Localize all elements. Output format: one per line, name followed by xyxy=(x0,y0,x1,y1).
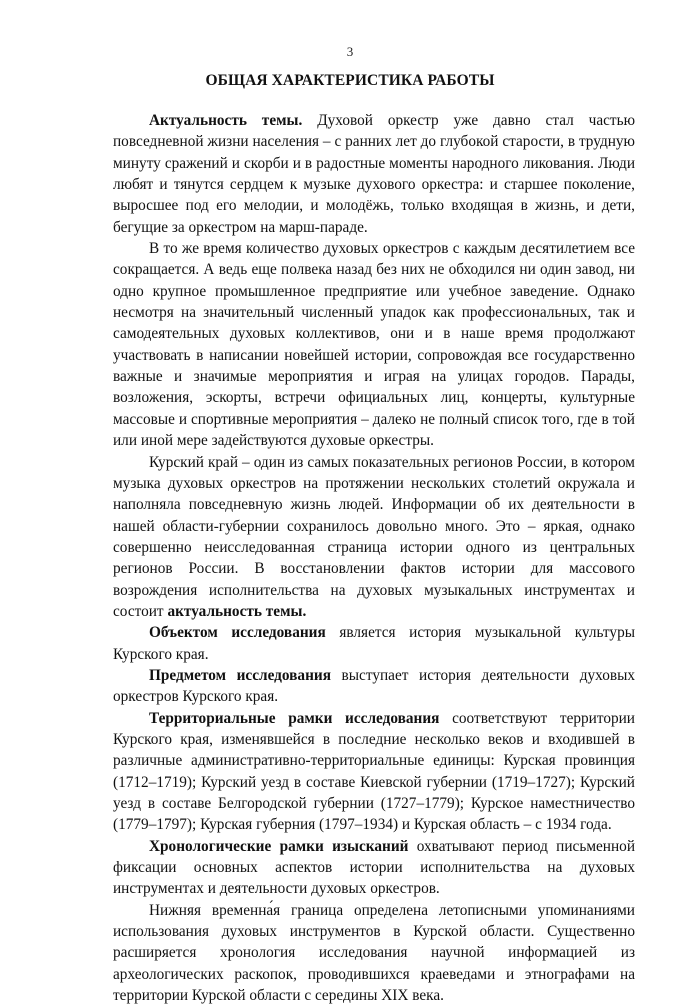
paragraph-lead: Актуальность темы. xyxy=(149,112,303,129)
paragraph-subject xyxy=(113,665,635,708)
paragraph-lead: Хронологические рамки изысканий xyxy=(149,837,409,855)
paragraph-decline xyxy=(113,238,635,451)
paragraph-text: охватывают период письменной фиксации основных аспектов истории исполнительства на духовых инструментах и деятельности духовых оркестров. xyxy=(113,837,635,898)
paragraph-lead: Объектом исследования xyxy=(149,624,326,642)
page-number: 3 xyxy=(346,44,354,59)
paragraph-lower-boundary xyxy=(113,900,635,1006)
section-title: ОБЩАЯ ХАРАКТЕРИСТИКА РАБОТЫ xyxy=(205,72,495,89)
paragraph-text: Нижняя временна́я граница определена летописными упоминаниями использования духовых инструментов в Курской области. Существенно расширяется хронология исследования научной информацией из археологических раскопок, проводившихся краеведами и этнографами на территории Курской области с середины XIX века. xyxy=(113,901,635,1005)
paragraph-lead: Предметом исследования xyxy=(149,666,331,684)
paragraph-text: В то же время количество духовых оркестров с каждым десятилетием все сокращается. А ведь еще полвека назад без них не обходился ни один завод, ни одно крупное промышленное предприятие или учебное заведение. Однако несмотря на значительный численный упадок как профессиональных, так и самодеятельных духовых коллективов, они и в наше время продолжают участвовать в написании новейшей истории, сопровождая все государственно важные и значимые мероприятия и играя на улицах городов. Парады, возложения, эскорты, встречи официальных лиц, концерты, культурные массовые и спортивные мероприятия – далеко не полный список того, где в той или иной мере задействуются духовые оркестры. xyxy=(113,240,635,450)
document-body xyxy=(113,110,635,1006)
paragraph-text: выступает история деятельности духовых оркестров Курского края. xyxy=(113,666,635,706)
paragraph-text: соответствуют территории Курского края, изменявшейся в последние несколько веков и входившей в различные административно-территориальные единицы: Курская провинция (1712–1719); Курский уезд в составе Киевской губернии (1719–1727); Курский уезд в составе Белгородской губернии (1727–1779); Курское наместничество (1779–1797); Курская губерния (1797–1934) и Курская область – с 1934 года. xyxy=(113,709,635,834)
paragraph-chronological-scope xyxy=(113,836,635,900)
paragraph-territorial-scope xyxy=(113,708,635,836)
paragraph-text: Духовой оркестр уже давно стал частью повседневной жизни населения – с ранних лет до глубокой старости, в трудную минуту сражений и скорби и в радостные моменты народного ликования. Люди любят и тянутся сердцем к музыке духового оркестра: и старшее поколение, выросшее под его мелодии, и молодёжь, только входящая в жизнь, и дети, бегущие за оркестром на марш-параде. xyxy=(113,112,635,236)
paragraph-relevance xyxy=(113,110,635,238)
paragraph-bold-tail: актуальность темы. xyxy=(167,602,307,620)
paragraph-object xyxy=(113,622,635,665)
paragraph-kursk-region xyxy=(113,452,635,623)
paragraph-lead: Территориальные рамки исследования xyxy=(149,709,440,727)
paragraph-text: Курский край – один из самых показательных регионов России, в котором музыка духовых оркестров на протяжении нескольких столетий окружала и наполняла повседневную жизнь людей. Информации об их деятельности в нашей области-губернии сохранилось довольно много. Это – яркая, однако совершенно неисследованная страница истории одного из центральных регионов России. В восстановлении фактов истории для массового возрождения исполнительства на духовых музыкальных инструментах и состоит xyxy=(113,453,635,620)
paragraph-text: является история музыкальной культуры Курского края. xyxy=(113,624,635,663)
